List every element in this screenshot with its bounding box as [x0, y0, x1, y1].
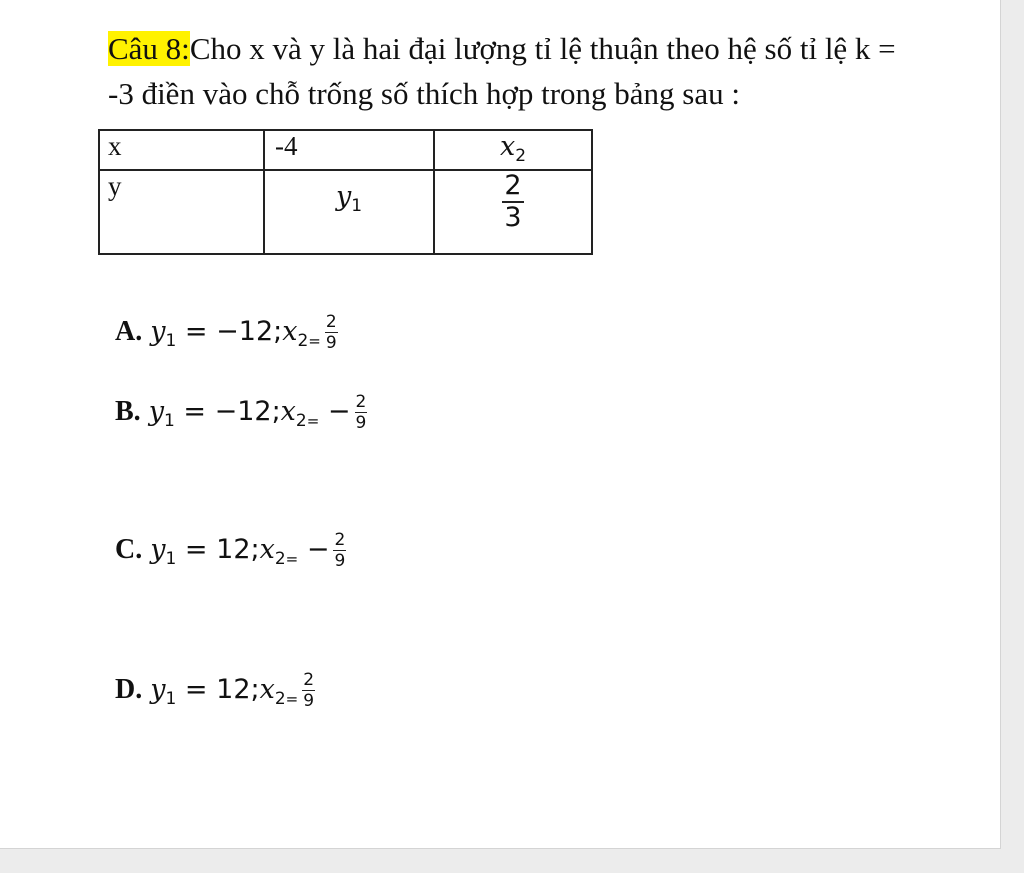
x2-variable: x: [499, 131, 516, 162]
cell-x-value: -4: [264, 130, 434, 170]
y1-subscript: 1: [351, 196, 363, 216]
option-d[interactable]: D. $y_1$ = $12;x_{2=}$ $\frac{2}{9}$: [115, 670, 315, 711]
cell-y-header: y: [99, 170, 264, 254]
option-b[interactable]: B. $y_1$ = $-12;x_{2=}$ − $\frac{2}{9}$: [115, 392, 367, 433]
cell-y1: [264, 170, 434, 254]
x2-subscript: 2: [515, 146, 527, 166]
y1-variable: y: [335, 181, 352, 212]
cell-y-fraction: [434, 170, 592, 254]
question-body: Cho x và y là hai đại lượng tỉ lệ thuận theo hệ số tỉ lệ k = -3 điền vào chỗ trống số thích hợp trong bảng sau :: [108, 31, 896, 111]
option-c[interactable]: C. $y_1$ = $12;x_{2=}$ − $\frac{2}{9}$: [115, 530, 346, 571]
cell-x2: [434, 130, 592, 170]
cell-x-header: x: [99, 130, 264, 170]
table-row-y: [99, 170, 592, 254]
table-row-x: [99, 130, 592, 170]
question-label: Câu 8:: [108, 31, 190, 66]
option-a[interactable]: A. $y_1$ = $-12;x_{2=}$ $\frac{2}{9}$: [115, 312, 337, 353]
fraction-two-thirds: $\frac{2}{3}$: [504, 170, 522, 233]
question-text: [108, 26, 908, 116]
value-table: [98, 129, 593, 255]
